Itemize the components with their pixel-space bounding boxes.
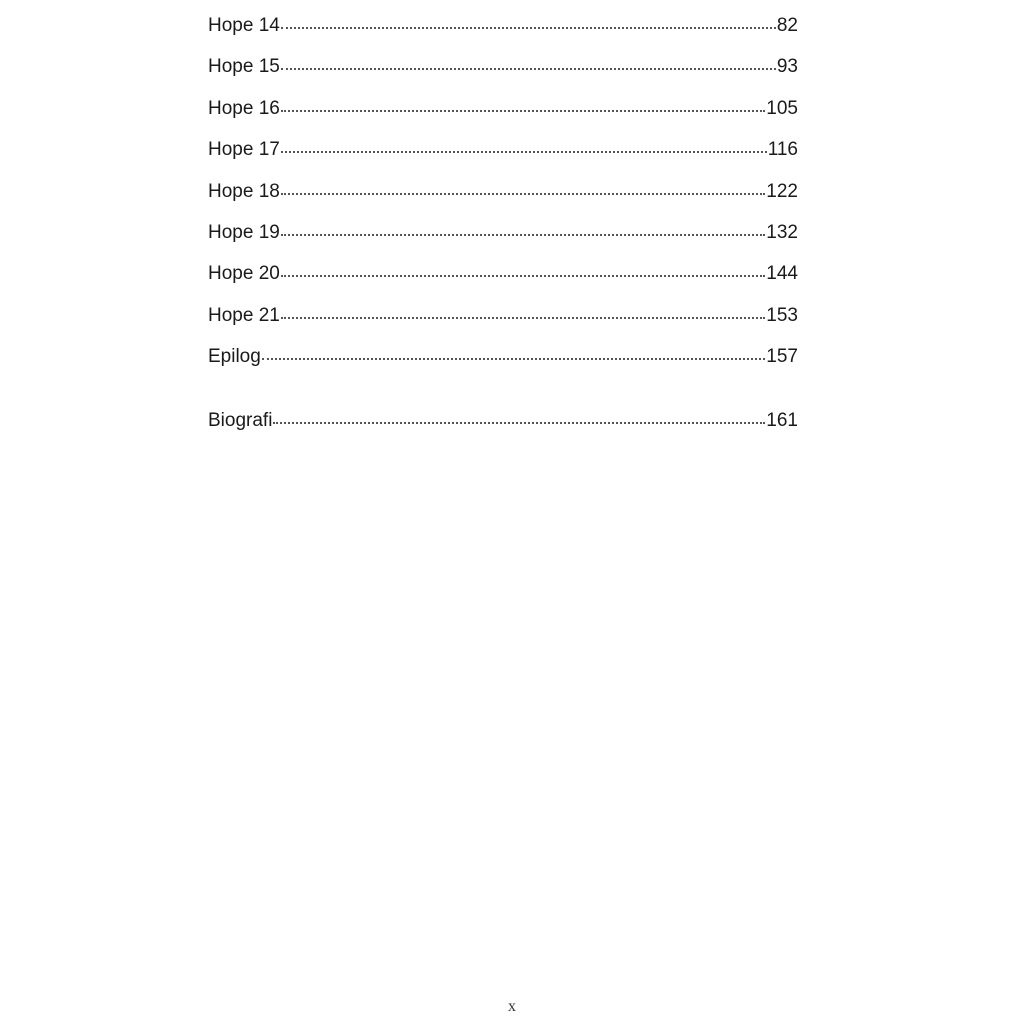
- toc-entry-page: 82: [776, 15, 798, 36]
- toc-entry-epilog[interactable]: [208, 343, 798, 384]
- toc-entry-hope-20[interactable]: [208, 260, 798, 301]
- dot-leader: [281, 109, 765, 112]
- page-number: x: [508, 998, 516, 1015]
- toc-entry-hope-19[interactable]: [208, 219, 798, 260]
- toc-entry-hope-18[interactable]: [208, 178, 798, 219]
- toc-entry-title: Biografi: [208, 409, 273, 431]
- toc-entry-title: Epilog: [208, 346, 261, 368]
- toc-entry-page: 93: [776, 56, 798, 78]
- dot-leader: [281, 233, 765, 236]
- dot-leader: [273, 421, 765, 424]
- dot-leader: [281, 67, 776, 70]
- toc-entry-biografi[interactable]: [208, 407, 798, 448]
- toc-entry-title: Hope 19: [208, 221, 280, 243]
- toc-entry-hope-16[interactable]: [208, 95, 798, 136]
- toc-entry-title: Hope 21: [208, 304, 280, 326]
- toc-entry-title: Hope 17: [208, 139, 280, 161]
- toc-entry-hope-17[interactable]: [208, 136, 798, 177]
- table-of-contents: [208, 12, 798, 448]
- toc-entry-title: Hope 16: [208, 97, 280, 119]
- dot-leader: [281, 150, 767, 153]
- toc-entry-title: Hope 18: [208, 180, 280, 202]
- toc-entry-page: 132: [766, 221, 798, 243]
- toc-entry-page: 116: [767, 139, 798, 161]
- toc-entry-hope-14[interactable]: [208, 12, 798, 53]
- dot-leader: [281, 316, 765, 319]
- toc-entry-page: 144: [766, 263, 798, 285]
- dot-leader: [281, 274, 765, 277]
- toc-entry-hope-21[interactable]: [208, 302, 798, 343]
- toc-entry-title: Hope 15: [208, 56, 280, 78]
- toc-entry-hope-15[interactable]: [208, 53, 798, 94]
- toc-entry-page: 122: [766, 180, 798, 202]
- toc-entry-page: 161: [766, 409, 798, 431]
- dot-leader: [281, 192, 765, 195]
- toc-entry-title: Hope 14: [208, 15, 280, 36]
- toc-entry-page: 153: [766, 304, 798, 326]
- dot-leader: [281, 26, 776, 29]
- toc-entry-page: 157: [766, 346, 798, 368]
- toc-entry-title: Hope 20: [208, 263, 280, 285]
- toc-entry-page: 105: [766, 97, 798, 119]
- dot-leader: [262, 357, 765, 360]
